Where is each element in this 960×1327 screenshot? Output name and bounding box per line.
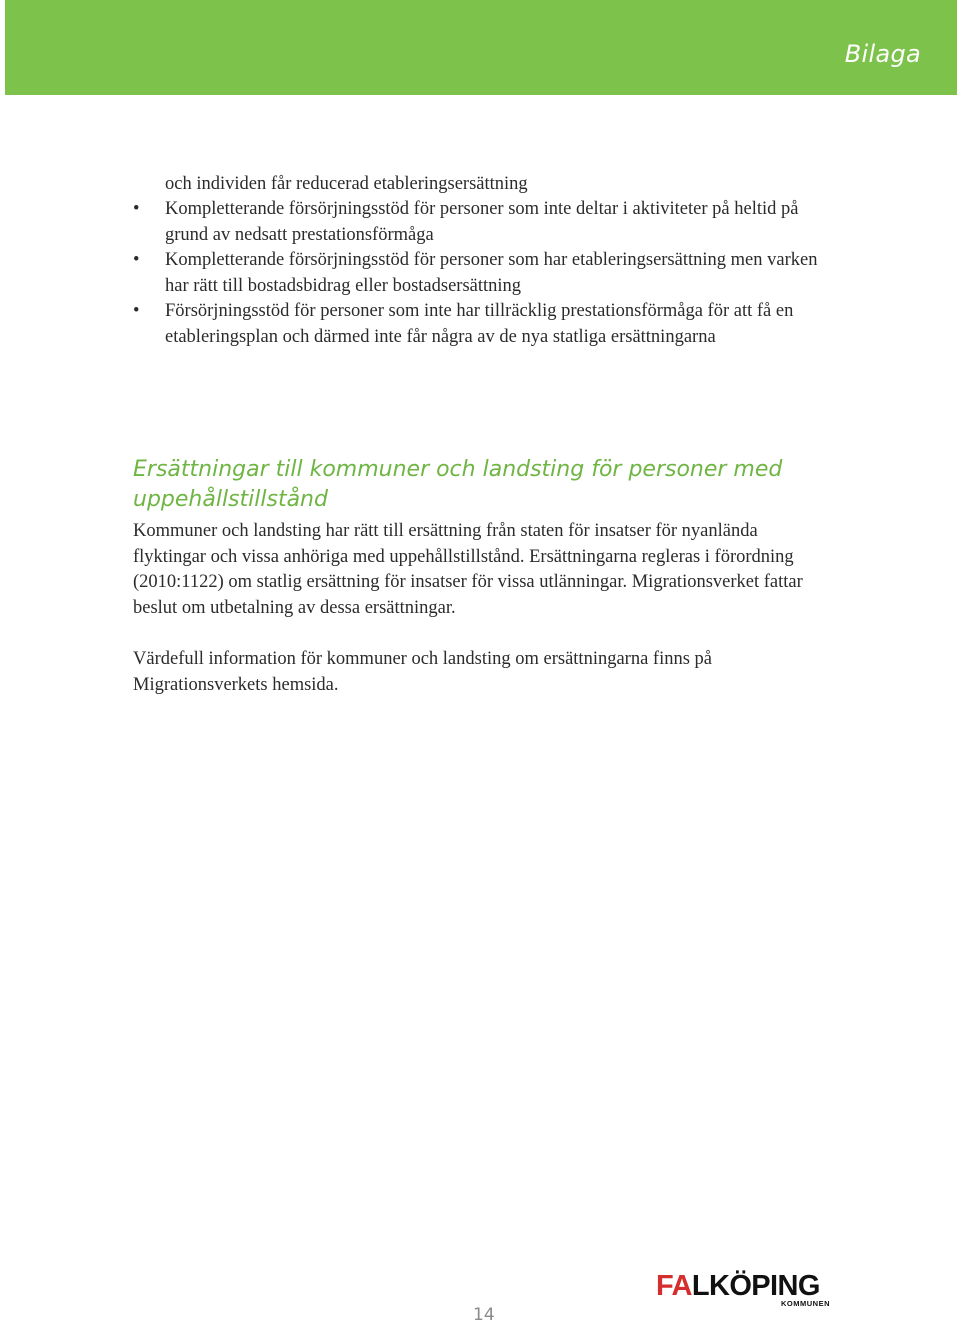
header-band [5, 0, 957, 95]
list-item [133, 197, 833, 248]
bullet-list [133, 197, 833, 351]
section-paragraph: Värdefull information för kommuner och landsting om ersättningarna finns på Migrationsverkets hemsida. [133, 649, 713, 695]
falkoping-logo [656, 1270, 836, 1310]
list-item-text: Kompletterande försörjningsstöd för personer som har etableringsersättning men varken har rätt till bostadsbidrag eller bostadsersättning [165, 250, 818, 296]
bullet-icon: • [133, 301, 140, 322]
list-item-text: Kompletterande försörjningsstöd för personer som inte deltar i aktiviteter på heltid på grund av nedsatt prestationsförmåga [165, 199, 799, 245]
list-item [133, 248, 833, 299]
bullet-icon: • [133, 199, 140, 219]
bullet-icon: • [133, 250, 140, 271]
logo-wordmark-accent: FA [656, 1270, 692, 1302]
logo-wordmark-rest: LKÖPING [691, 1270, 820, 1302]
appendix-label: Bilaga [844, 40, 921, 68]
list-continuation-text: och individen får reducerad etableringsersättning [165, 174, 528, 194]
list-item-text: Försörjningsstöd för personer som inte har tillräcklig prestationsförmåga för att få en etableringsplan och därmed inte får några av de nya statliga ersättningarna [165, 301, 794, 347]
logo-subtitle: KOMMUNEN [781, 1299, 830, 1308]
list-item [133, 299, 833, 350]
page-number: 14 [473, 1305, 495, 1325]
section-paragraph: Kommuner och landsting har rätt till ersättning från staten för insatser för nyanlända flyktingar och vissa anhöriga med uppehållstillstånd. Ersättningarna regleras i förordning (2010:1122) om statlig ersättning för insatser för vissa utlänningar. Migrationsverket fattar beslut om utbetalning av dessa ersättningar. [133, 521, 803, 618]
section-heading: Ersättningar till kommuner och landsting för personer med uppehållstillstånd [133, 457, 783, 512]
logo-wordmark [656, 1270, 820, 1302]
